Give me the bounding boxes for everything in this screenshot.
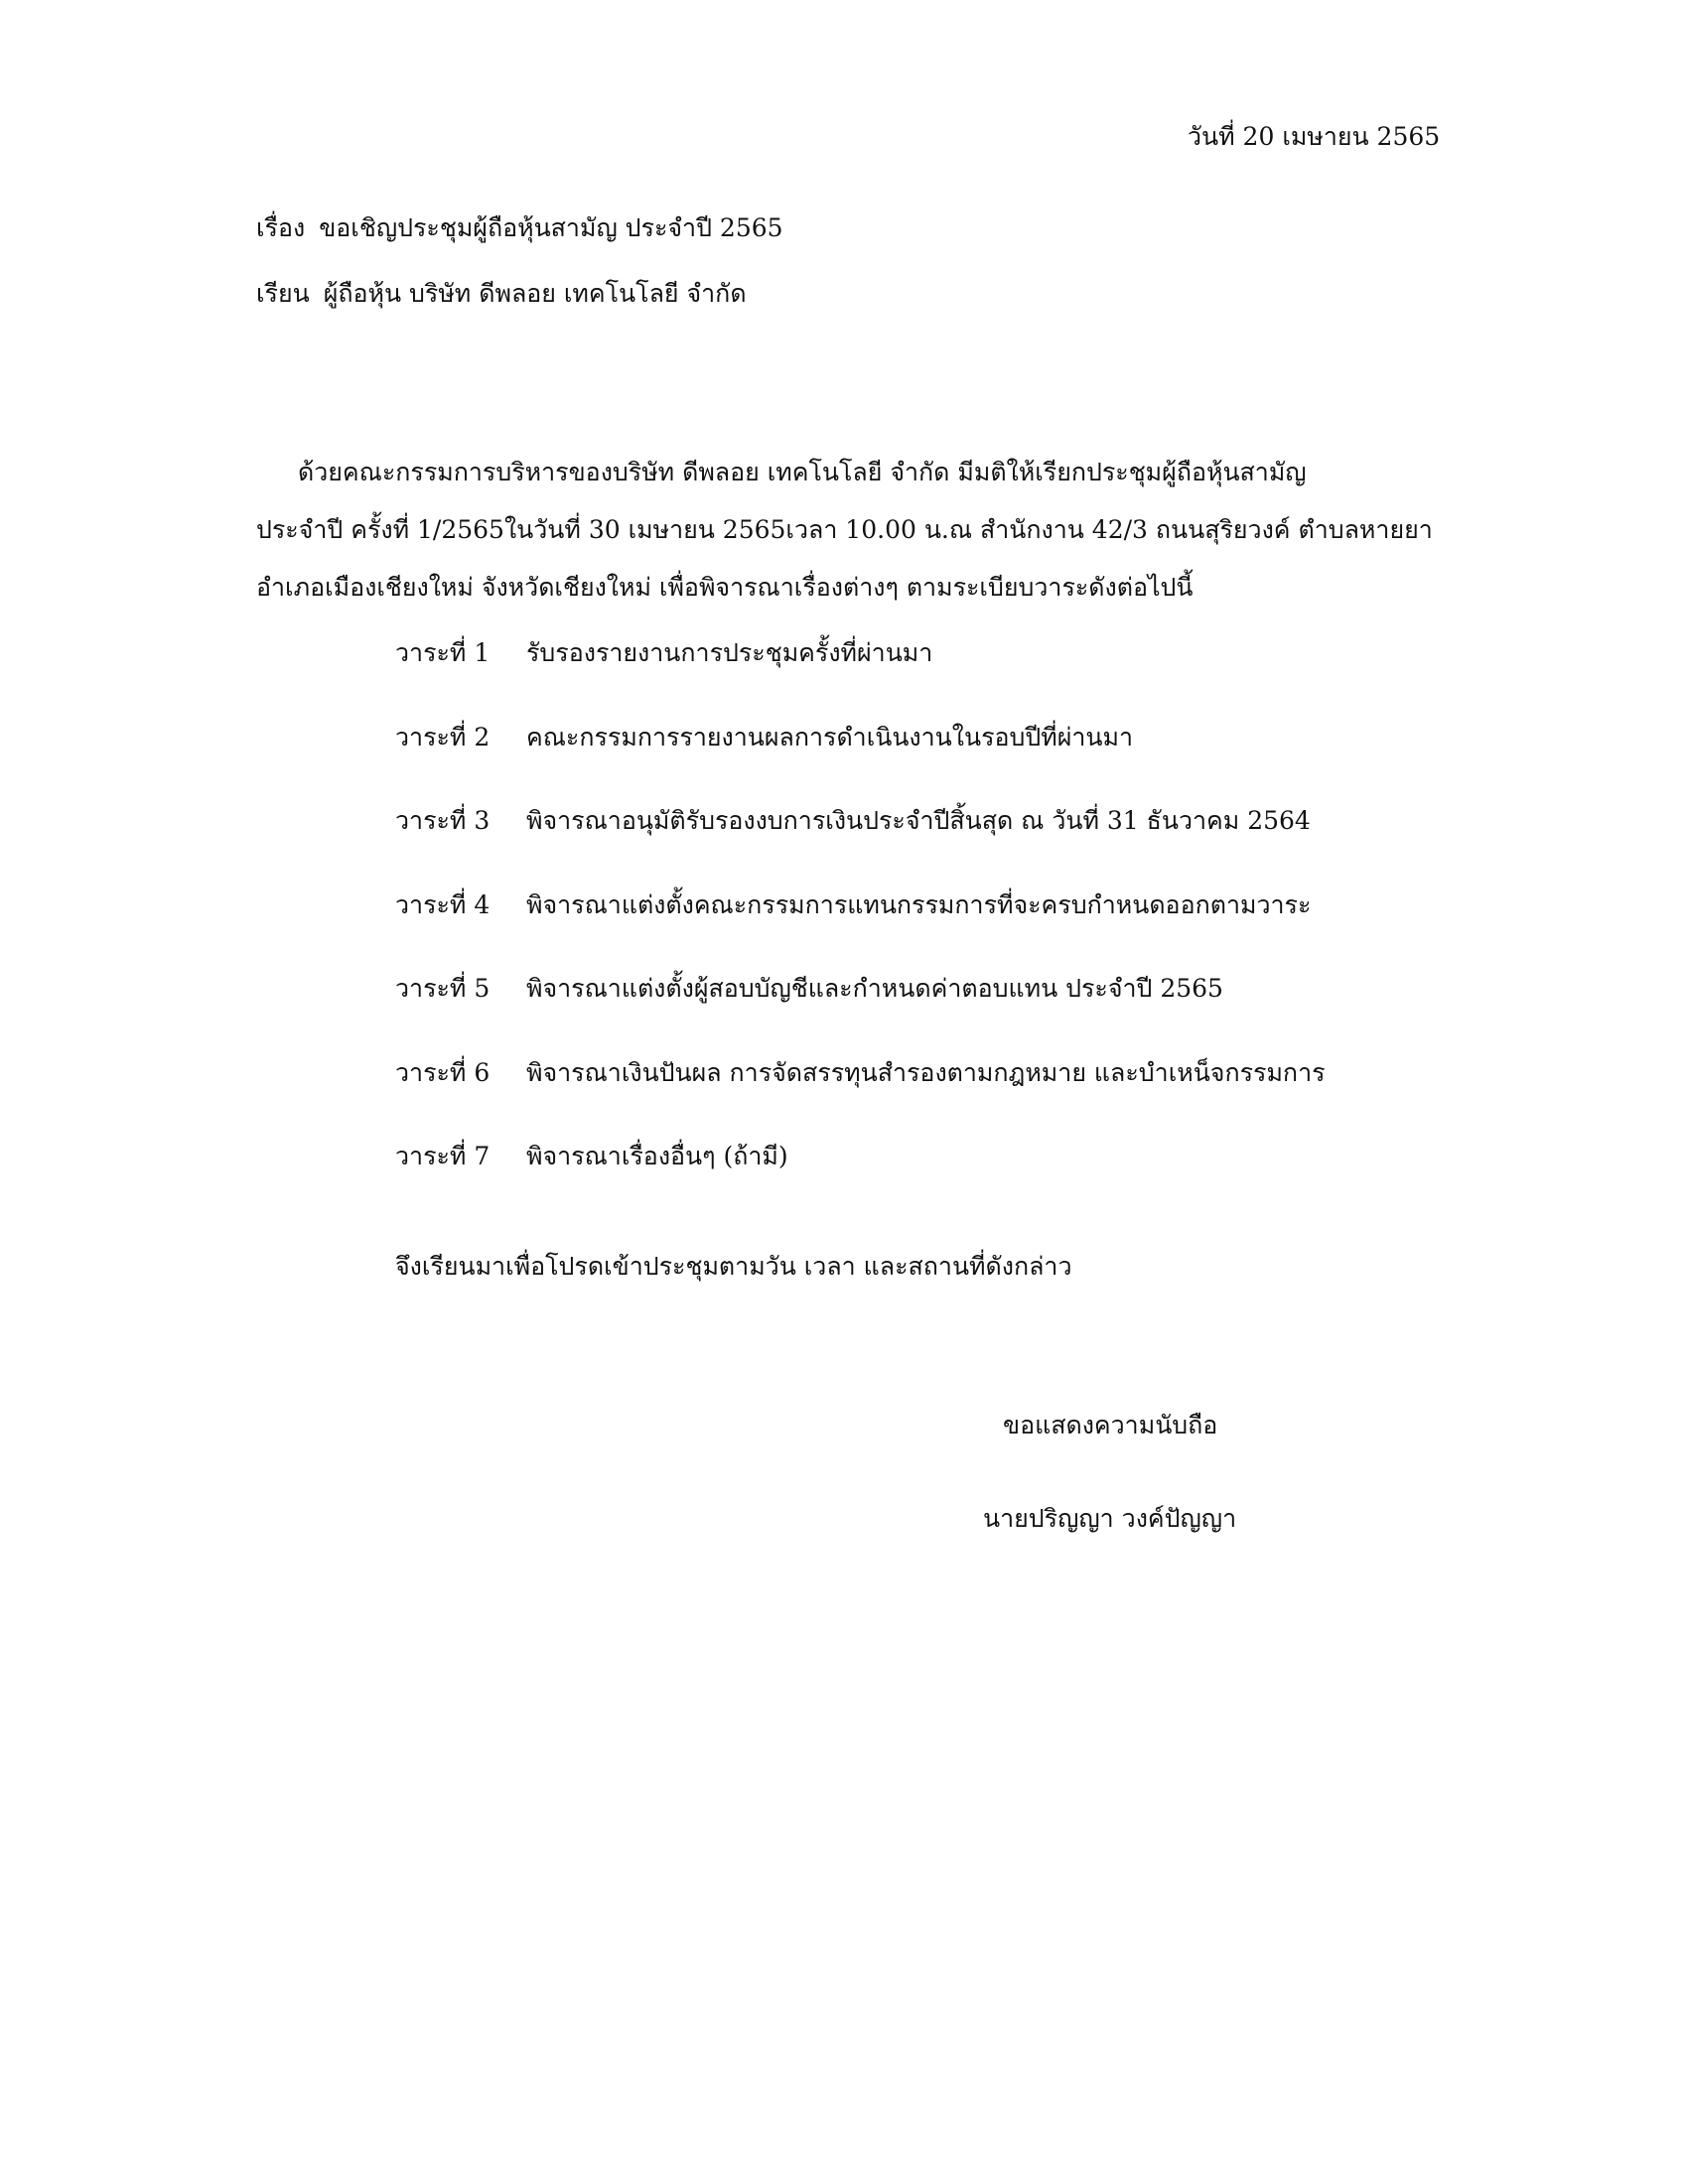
body-paragraph-line-3: อำเภอเมืองเชียงใหม่ จังหวัดเชียงใหม่ เพื่อพิจารณาเรื่องต่างๆ ตามระเบียบวาระดังต่อไปนี้ [256, 573, 1194, 602]
agenda-item-text: พิจารณาเรื่องอื่นๆ (ถ้ามี) [526, 1142, 788, 1170]
agenda-item-label: วาระที่ 2 [395, 722, 491, 751]
agenda-item-label: วาระที่ 3 [395, 806, 491, 835]
recipient-label: เรียน [256, 279, 310, 308]
recipient-line [256, 276, 747, 312]
subject-text: ขอเชิญประชุมผู้ถือหุ้นสามัญ ประจำปี 2565 [319, 213, 783, 242]
agenda-item [395, 971, 1326, 1055]
agenda-item-text: พิจารณาอนุมัติรับรองงบการเงินประจำปีสิ้นสุด ณ วันที่ 31 ธันวาคม 2564 [526, 806, 1311, 835]
agenda-item-text: พิจารณาแต่งตั้งคณะกรรมการแทนกรรมการที่จะครบกำหนดออกตามวาระ [526, 889, 1312, 919]
agenda-item [395, 887, 1326, 972]
agenda-item-label: วาระที่ 7 [395, 1142, 491, 1170]
letter-date: วันที่ 20 เมษายน 2565 [1188, 122, 1441, 151]
agenda-item-label: วาระที่ 5 [395, 974, 491, 1003]
agenda-item-text: คณะกรรมการรายงานผลการดำเนินงานในรอบปีที่ผ่านมา [526, 722, 1134, 751]
subject-label: เรื่อง [256, 213, 306, 242]
agenda-item-label: วาระที่ 6 [395, 1057, 491, 1087]
agenda-item [395, 1055, 1326, 1140]
agenda-list [395, 635, 1326, 1223]
complimentary-close: ขอแสดงความนับถือ [1003, 1411, 1218, 1439]
agenda-item-label: วาระที่ 1 [395, 638, 491, 667]
agenda-item [395, 803, 1326, 887]
subject-line [256, 210, 783, 246]
agenda-item-text: พิจารณาแต่งตั้งผู้สอบบัญชีและกำหนดค่าตอบแทน ประจำปี 2565 [526, 974, 1223, 1003]
agenda-item-text: พิจารณาเงินปันผล การจัดสรรทุนสำรองตามกฎหมาย และบำเหน็จกรรมการ [526, 1057, 1326, 1087]
agenda-item-text: รับรองรายงานการประชุมครั้งที่ผ่านมา [526, 638, 933, 667]
agenda-item [395, 1139, 1326, 1223]
agenda-item-label: วาระที่ 4 [395, 889, 491, 919]
body-paragraph-line-1: ด้วยคณะกรรมการบริหารของบริษัท ดีพลอย เทคโนโลยี จำกัด มีมติให้เรียกประชุมผู้ถือหุ้นสามัญ [298, 458, 1307, 486]
recipient-text: ผู้ถือหุ้น บริษัท ดีพลอย เทคโนโลยี จำกัด [323, 279, 747, 308]
agenda-item [395, 720, 1326, 804]
agenda-item [395, 635, 1326, 720]
signer-name: นายปริญญา วงค์ปัญญา [983, 1504, 1237, 1533]
closing-sentence: จึงเรียนมาเพื่อโปรดเข้าประชุมตามวัน เวลา และสถานที่ดังกล่าว [395, 1252, 1072, 1281]
body-paragraph-line-2: ประจำปี ครั้งที่ 1/2565ในวันที่ 30 เมษายน 2565เวลา 10.00 น.ณ สำนักงาน 42/3 ถนนสุริยวงค์ ตำบลหายยา [256, 515, 1433, 544]
